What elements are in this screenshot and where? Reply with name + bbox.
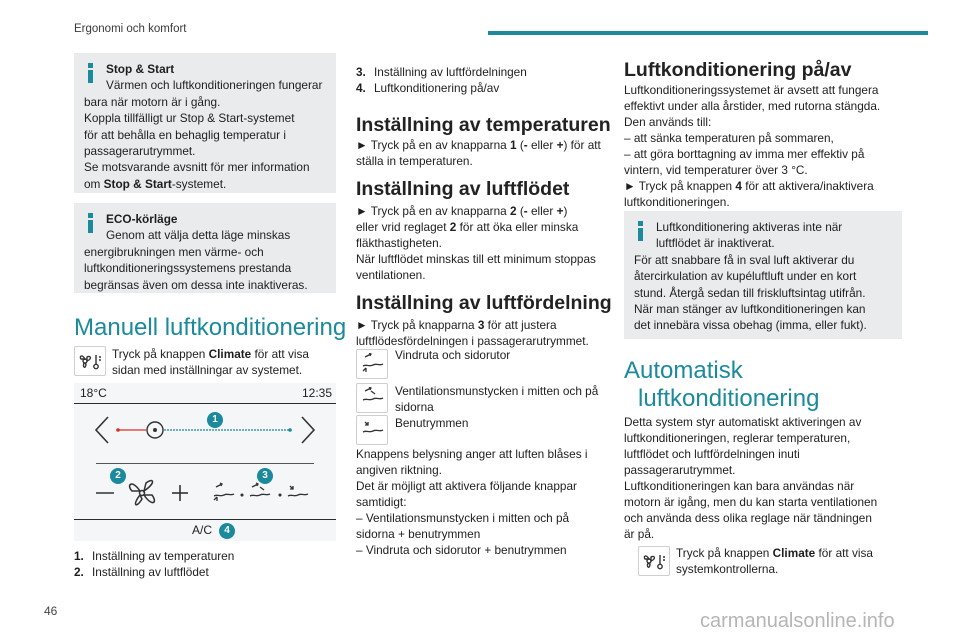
infobox-title: Stop & Start <box>106 62 175 76</box>
temperature-instructions: ► Tryck på en av knapparna 1 (- eller +) för att ställa in temperaturen. <box>356 138 601 168</box>
list-item: 1. Inställning av temperaturen <box>74 549 235 563</box>
infobox-line: För att snabbare få in sval luft aktiverar du <box>634 252 855 267</box>
infobox-line: det innebära vissa obehag (imma, eller fukt). <box>634 318 867 333</box>
infobox-line: luftkonditioneringssystemens prestanda <box>84 261 292 276</box>
infobox-line: om Stop & Start-systemet. <box>84 176 227 191</box>
callout-2: 2 <box>110 468 126 484</box>
clock-readout: 12:35 <box>301 386 332 400</box>
infobox-line: återcirkulation av kupéluftluft under en kort <box>634 269 857 284</box>
infobox-line: stund. Återgå sedan till friskluftsintag utifrån. <box>634 285 866 300</box>
automatic-ac-text: Detta system styr automatiskt aktiveringen av luftkonditioneringen, reglerar temperaturen, luftflödet och luftfördelningen inuti passagerarutrymmet. Luftkonditioneringen kan bara användas när motorn är igång, men du kan starta ventilationen och använda dess olika reglage när tändningen är på. <box>624 415 878 541</box>
infobox-line: Se motsvarande avsnitt för mer information <box>84 160 310 175</box>
list-item: 4. Luftkonditionering på/av <box>356 81 500 95</box>
distribution-option-vents: Ventilationsmunstycken i mitten och på sidorna <box>395 384 599 414</box>
infobox-line: luftflödet är inaktiverat. <box>656 236 775 251</box>
climate-button-text: Tryck på knappen Climate för att visa systemkontrollerna. <box>676 546 873 576</box>
vents-distribution-icon <box>356 383 388 413</box>
list-item: 3. Inställning av luftfördelningen <box>356 65 527 79</box>
header-accent-bar <box>488 31 928 35</box>
infobox-line: för att behålla en behaglig temperatur i <box>84 127 286 142</box>
infobox-title: ECO-körläge <box>106 212 178 226</box>
callout-1: 1 <box>207 412 223 428</box>
footwell-distribution-icon <box>356 415 388 445</box>
distribution-option-windscreen: Vindruta och sidorutor <box>395 348 511 362</box>
distribution-option-footwell: Benutrymmen <box>395 416 469 430</box>
fan-icon <box>130 481 155 505</box>
distribution-notes: Knappens belysning anger att luften blåses i angiven riktning. Det är möjligt att aktivera följande knappar samtidigt: – Ventilationsmunstycken i mitten och på sidorna + benutrymmen – Vindruta och sidorutor + benutrymmen <box>356 447 588 557</box>
infobox-line: begränsas även om dessa inte inaktiveras. <box>84 277 308 292</box>
infobox-line: Genom att välja detta läge minskas <box>106 228 291 243</box>
stop-start-infobox <box>74 53 336 193</box>
infobox-line: Värmen och luftkonditioneringen fungerar <box>106 78 323 93</box>
climate-button-icon <box>74 346 106 376</box>
page-number: 46 <box>44 604 58 618</box>
climate-button-icon <box>638 546 670 576</box>
ac-info-infobox <box>624 211 902 339</box>
plus-icon <box>172 485 188 501</box>
list-item: 2. Inställning av luftflödet <box>74 565 209 579</box>
callout-4: 4 <box>219 523 235 539</box>
manual-ac-heading: Manuell luftkonditionering <box>74 314 347 341</box>
chevron-right-icon <box>302 417 314 443</box>
automatic-ac-heading: Automatisk luftkonditionering <box>624 357 820 412</box>
watermark: carmanualsonline.info <box>700 610 895 632</box>
infobox-line: passagerarutrymmet. <box>84 144 196 159</box>
distribution-instructions: ► Tryck på knapparna 3 för att justera luftflödesfördelningen i passagerarutrymmet. <box>356 318 589 348</box>
airflow-heading: Inställning av luftflödet <box>356 178 570 200</box>
callout-3: 3 <box>257 468 273 484</box>
airflow-instructions: ► Tryck på en av knapparna 2 (- eller +) eller vrid reglaget 2 för att öka eller minska fläkthastigheten. När luftflödet minskas till ett minimum stoppas ventilationen. <box>356 204 596 282</box>
infobox-line: Luftkonditionering aktiveras inte när <box>656 220 843 234</box>
infobox-line: När man stänger av luftkonditioneringen kan <box>634 302 866 317</box>
manual-ac-intro: Tryck på knappen Climate för att visa sidan med inställningar av systemet. <box>112 347 309 377</box>
climate-screen-illustration <box>74 383 336 541</box>
temperature-readout: 18°C <box>80 386 107 400</box>
air-distribution-icons <box>214 483 308 501</box>
infobox-line: energibrukningen men värme- och <box>84 244 264 259</box>
windscreen-distribution-icon <box>356 349 388 379</box>
ac-label: A/C <box>192 523 213 537</box>
eco-infobox <box>74 203 336 293</box>
temperature-heading: Inställning av temperaturen <box>356 114 611 136</box>
info-icon <box>634 221 648 241</box>
infobox-line: Koppla tillfälligt ur Stop & Start-systemet <box>84 111 295 126</box>
ac-onoff-heading: Luftkonditionering på/av <box>624 59 852 81</box>
info-icon <box>84 63 98 83</box>
infobox-line: bara när motorn är i gång. <box>84 94 221 109</box>
distribution-heading: Inställning av luftfördelning <box>356 292 612 314</box>
screen-controls <box>74 383 336 541</box>
ac-onoff-text: Luftkonditioneringssystemet är avsett att fungera effektivt under alla årstider, med rutorna stängda. Den används till: – att sänka temperaturen på sommaren, – att göra borttagning av imma mer effektiv på vintern, vid temperaturer över 3 °C. ► Tryck på knappen 4 för att aktivera/inaktivera luftkonditioneringen. <box>624 83 881 209</box>
section-title: Ergonomi och komfort <box>74 23 187 35</box>
chevron-left-icon <box>96 417 108 443</box>
info-icon <box>84 213 98 233</box>
